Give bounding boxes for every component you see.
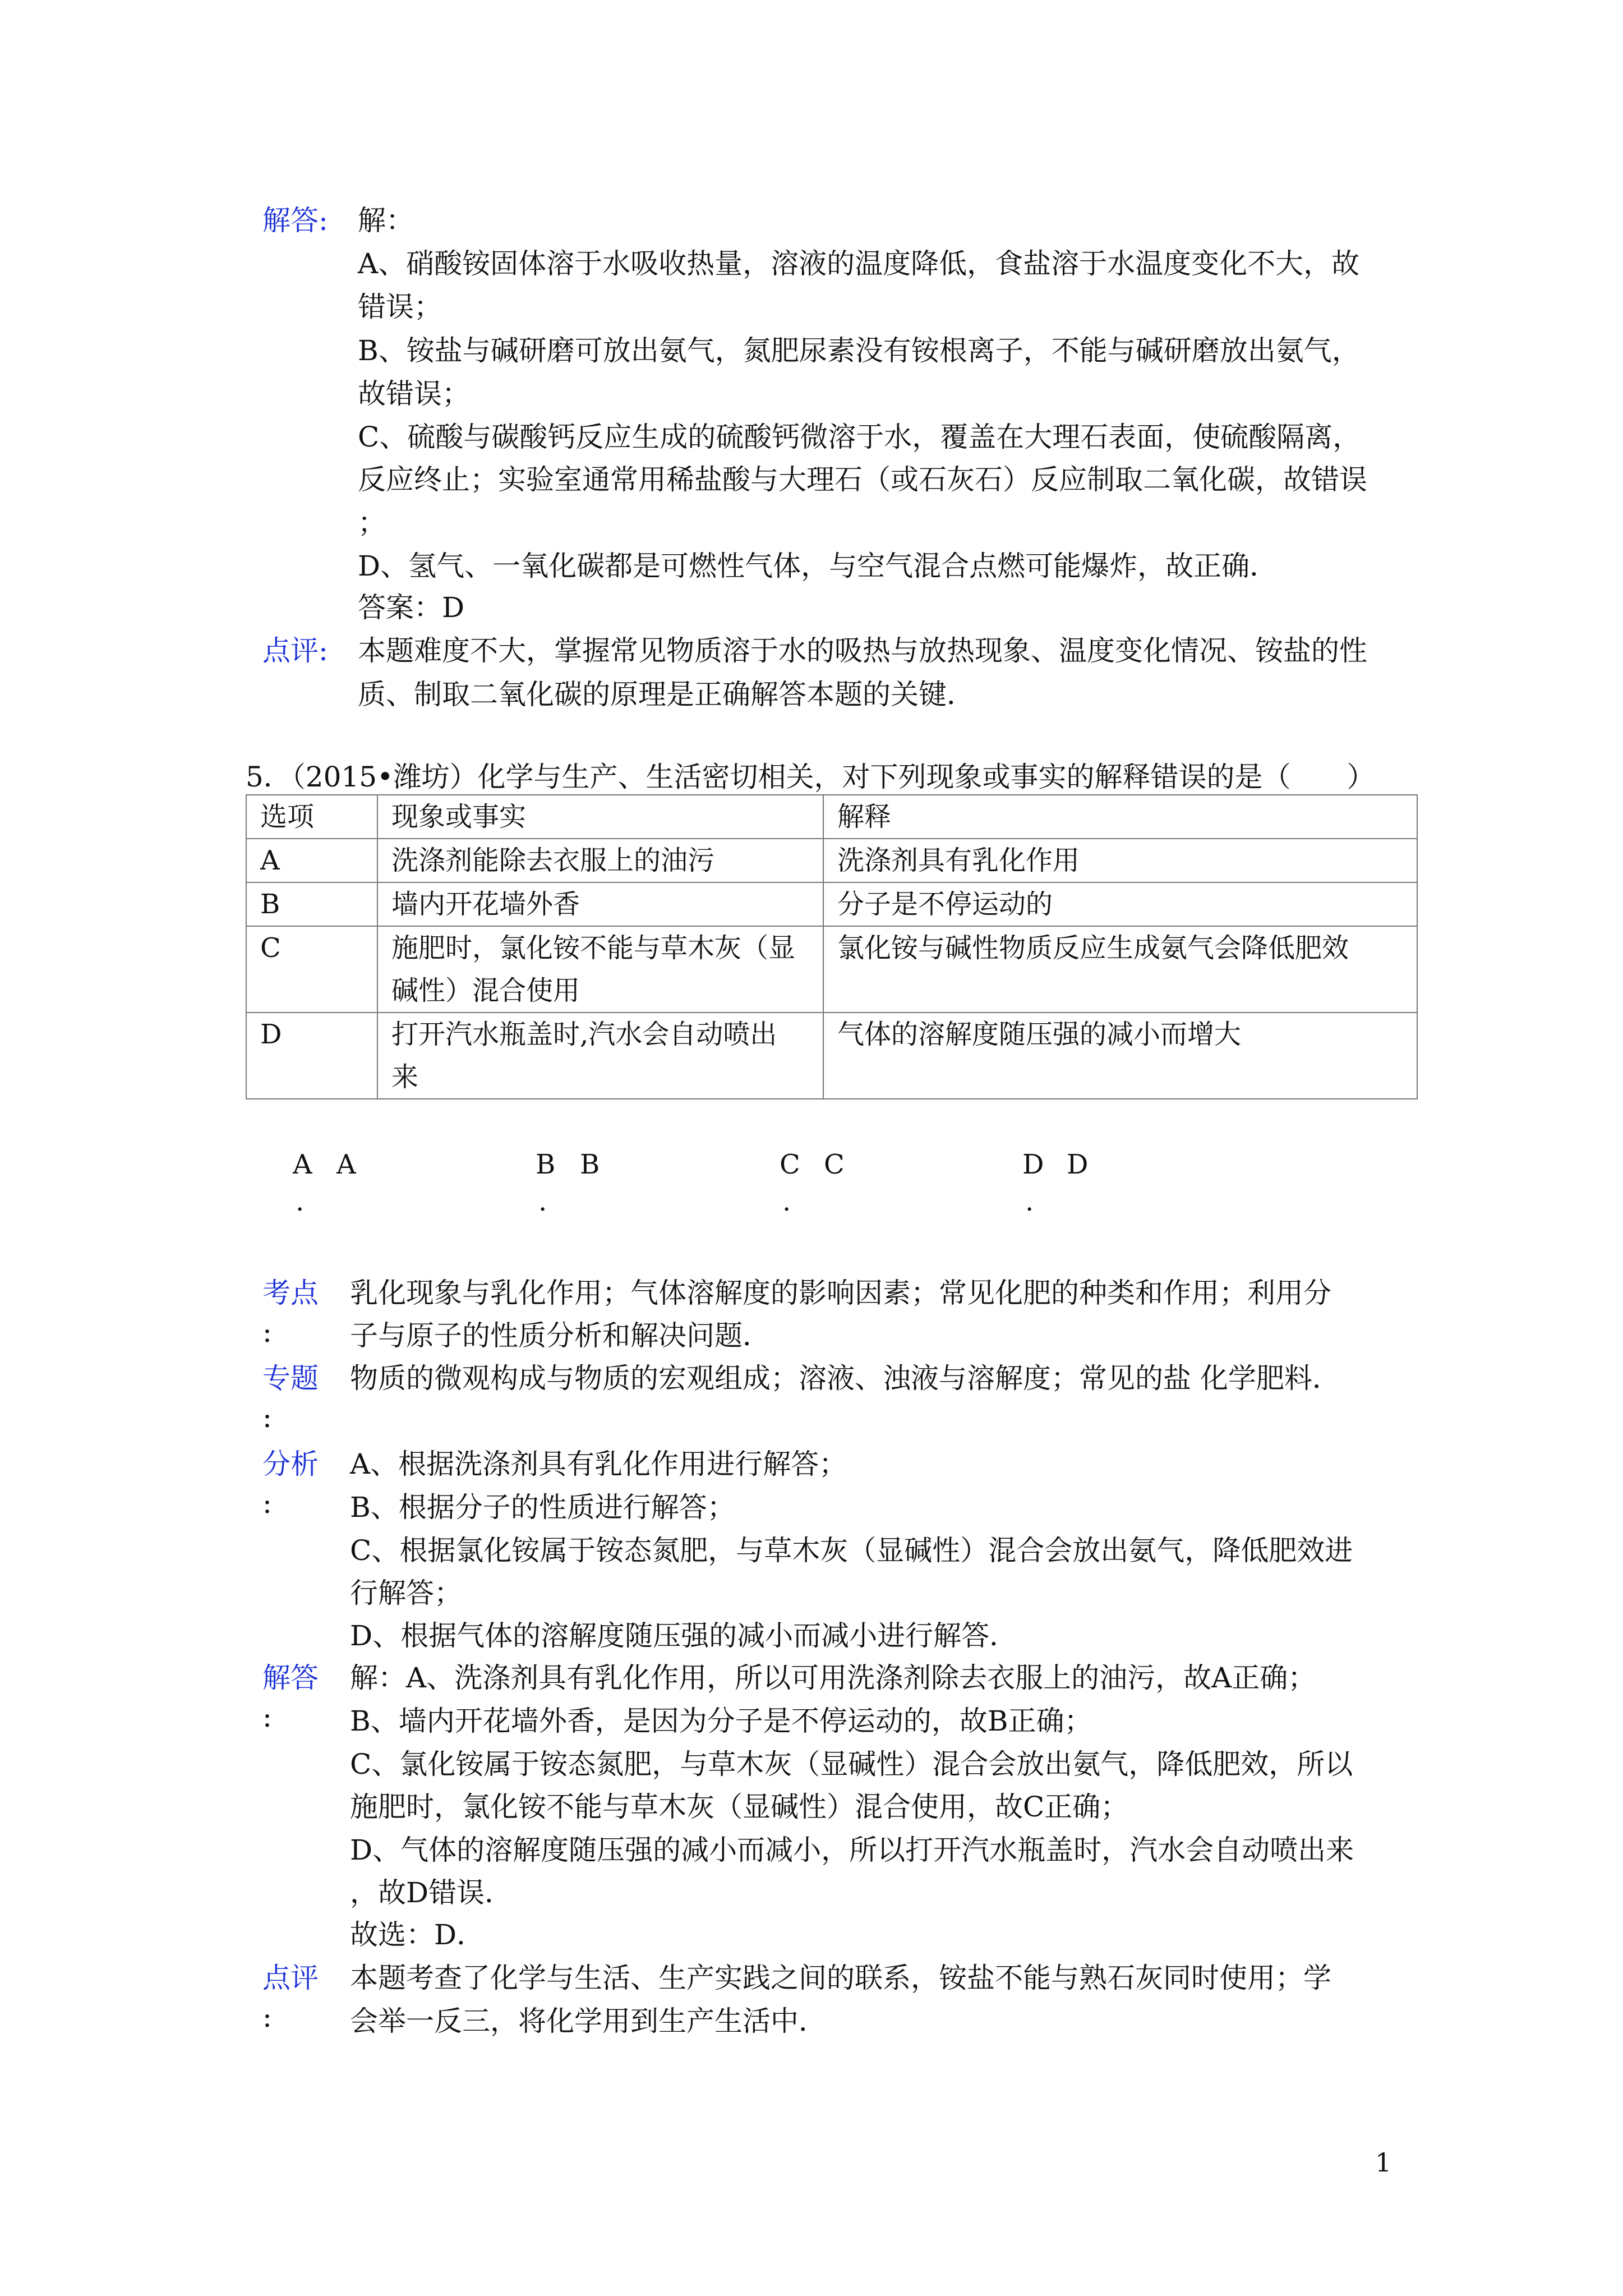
jieda-line: C、氯化铵属于铵态氮肥，与草木灰（显碱性）混合会放出氨气，降低肥效，所以 <box>350 1748 1353 1780</box>
kaodian-line: 乳化现象与乳化作用；气体溶解度的影响因素；常见化肥的种类和作用；利用分 <box>350 1277 1331 1309</box>
fact-line: 洗涤剂能除去衣服上的油污 <box>391 845 715 876</box>
kaodian-label: 考点 <box>262 1277 319 1309</box>
prev-answer-line: ； <box>358 507 386 539</box>
fact-line: 施肥时，氯化铵不能与草木灰（显 <box>391 932 796 964</box>
jieda-line: B、墙内开花墙外香，是因为分子是不停运动的，故B正确； <box>350 1705 1092 1737</box>
question-table <box>246 794 1418 1099</box>
fenxi-line: C、根据氯化铵属于铵态氮肥，与草木灰（显碱性）混合会放出氨气，降低肥效进 <box>350 1534 1353 1567</box>
fenxi-label: 分析 <box>262 1448 319 1480</box>
table-cell-fact <box>377 1013 823 1099</box>
prev-comment-line: 质、制取二氧化碳的原理是正确解答本题的关键． <box>358 678 975 711</box>
choice-b-dot: . <box>538 1186 547 1217</box>
prev-comment-line: 本题难度不大，掌握常见物质溶于水的吸热与放热现象、温度变化情况、铵盐的性 <box>358 634 1367 667</box>
prev-answer-line: 解： <box>358 204 414 237</box>
fact-line: 打开汽水瓶盖时,汽水会自动喷出 <box>391 1019 777 1050</box>
fenxi-line: 行解答； <box>350 1577 462 1609</box>
answer-label: 解答: <box>262 204 328 237</box>
table-row <box>246 882 1417 926</box>
table-header-cell: 选项 <box>246 795 377 839</box>
jieda-line: 故选：D． <box>350 1918 485 1951</box>
kaodian-line: 子与原子的性质分析和解决问题． <box>350 1319 771 1352</box>
table-row <box>246 926 1417 1013</box>
dianping-label: 点评 <box>262 1962 319 1994</box>
prev-answer-line: 答案：D <box>358 591 465 624</box>
jieda-line: 施肥时，氯化铵不能与草木灰（显碱性）混合使用，故C正确； <box>350 1791 1129 1823</box>
zhuanti-label: 专题 <box>262 1362 319 1395</box>
jieda-line: 解：A、洗涤剂具有乳化作用，所以可用洗涤剂除去衣服上的油污，故A正确； <box>350 1662 1316 1694</box>
table-cell-option: B <box>246 882 377 926</box>
choice-d-dot: . <box>1025 1186 1034 1217</box>
fact-line: 墙内开花墙外香 <box>391 889 580 920</box>
prev-answer-line: B、铵盐与碱研磨可放出氨气，氮肥尿素没有铵根离子，不能与碱研磨放出氨气， <box>358 334 1360 367</box>
table-cell-explanation: 气体的溶解度随压强的减小而增大 <box>823 1013 1417 1099</box>
fenxi-line: D、根据气体的溶解度随压强的减小而减小进行解答． <box>350 1619 1018 1652</box>
choice-c-text[interactable]: C <box>824 1149 845 1180</box>
table-cell-explanation: 分子是不停运动的 <box>823 882 1417 926</box>
fenxi-colon: : <box>262 1487 272 1520</box>
zhuanti-line: 物质的微观构成与物质的宏观组成；溶液、浊液与溶解度；常见的盐 化学肥料． <box>350 1362 1340 1395</box>
fenxi-line: B、根据分子的性质进行解答； <box>350 1491 735 1524</box>
choice-c-dot: . <box>782 1186 791 1217</box>
dianping-line: 本题考查了化学与生活、生产实践之间的联系，铵盐不能与熟石灰同时使用；学 <box>350 1962 1331 1994</box>
dianping-line: 会举一反三，将化学用到生产生活中． <box>350 2005 827 2037</box>
choice-c-letter: C <box>780 1149 800 1180</box>
comment-label: 点评: <box>262 634 328 667</box>
jieda-label: 解答 <box>262 1662 319 1694</box>
table-cell-fact <box>377 839 823 882</box>
prev-answer-line: 故错误； <box>358 378 470 410</box>
jieda-line: D、气体的溶解度随压强的减小而减小，所以打开汽水瓶盖时，汽水会自动喷出来 <box>350 1834 1354 1866</box>
table-header-row <box>246 795 1417 839</box>
fact-line: 来 <box>391 1061 419 1093</box>
prev-answer-line: C、硫酸与碳酸钙反应生成的硫酸钙微溶于水，覆盖在大理石表面，使硫酸隔离， <box>358 421 1361 453</box>
fenxi-line: A、根据洗涤剂具有乳化作用进行解答； <box>350 1448 847 1480</box>
table-cell-explanation: 洗涤剂具有乳化作用 <box>823 839 1417 882</box>
table-cell-option: A <box>246 839 377 882</box>
choice-a-dot: . <box>296 1186 305 1217</box>
prev-answer-line: 错误； <box>358 291 442 323</box>
choice-d-letter: D <box>1022 1149 1044 1180</box>
jieda-colon: : <box>262 1701 272 1733</box>
choice-b-letter: B <box>536 1149 556 1180</box>
jieda-line: ，故D错误． <box>350 1876 513 1909</box>
prev-answer-line: A、硝酸铵固体溶于水吸收热量，溶液的温度降低，食盐溶于水温度变化不大，故 <box>358 247 1360 280</box>
choice-a-letter: A <box>293 1149 312 1180</box>
table-header-cell: 解释 <box>823 795 1417 839</box>
fact-line: 碱性）混合使用 <box>391 975 580 1006</box>
table-cell-explanation: 氯化铵与碱性物质反应生成氨气会降低肥效 <box>823 926 1417 1013</box>
page-number: 1 <box>1375 2147 1392 2178</box>
table-cell-fact <box>377 926 823 1013</box>
choice-a-text[interactable]: A <box>336 1149 356 1180</box>
table-cell-option: C <box>246 926 377 1013</box>
table-cell-fact <box>377 882 823 926</box>
choice-b-text[interactable]: B <box>580 1149 600 1180</box>
question-stem: 5．（2015•潍坊）化学与生产、生活密切相关，对下列现象或事实的解释错误的是（ ） <box>246 761 1375 793</box>
prev-answer-line: D、氢气、一氧化碳都是可燃性气体，与空气混合点燃可能爆炸，故正确． <box>358 550 1278 582</box>
table-header-cell: 现象或事实 <box>377 795 823 839</box>
kaodian-colon: : <box>262 1316 272 1349</box>
table-row <box>246 839 1417 882</box>
dianping-colon: : <box>262 2001 272 2033</box>
prev-answer-line: 反应终止；实验室通常用稀盐酸与大理石（或石灰石）反应制取二氧化碳，故错误 <box>358 463 1367 496</box>
table-row <box>246 1013 1417 1099</box>
choice-d-text[interactable]: D <box>1067 1149 1089 1180</box>
table-cell-option: D <box>246 1013 377 1099</box>
zhuanti-colon: : <box>262 1401 272 1434</box>
